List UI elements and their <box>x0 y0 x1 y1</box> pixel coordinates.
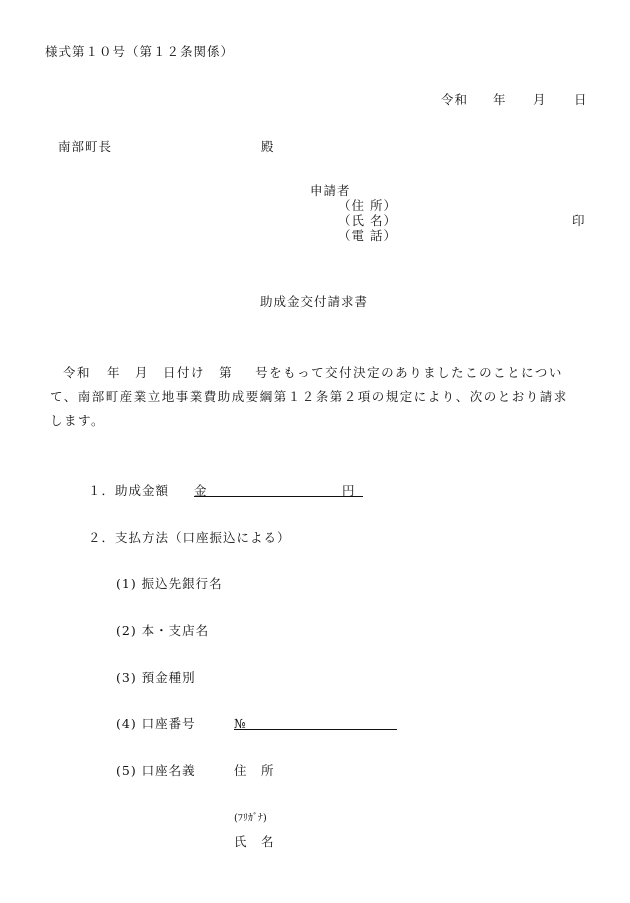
amount-suffix: 円 <box>342 483 356 498</box>
bank-name-label: (1) 振込先銀行名 <box>116 576 223 591</box>
body-year: 年 <box>107 365 122 380</box>
seal-mark: 印 <box>572 213 586 228</box>
deposit-type-label: (3) 預金種別 <box>116 670 196 685</box>
amount-label: １．助成金額 <box>88 483 170 498</box>
account-number-label: (4) 口座番号 <box>116 716 196 731</box>
body-main-text: 号をもって交付決定のありましたこのことについて、南部町産業立地事業費助成要綱第１２条第２項の規定により、次のとおり請求します。 <box>50 365 568 428</box>
body-date-suffix: 日付け <box>163 365 206 380</box>
addressee-name: 南部町長 <box>58 139 113 154</box>
applicant-phone-label: （電 話） <box>338 228 397 243</box>
applicant-heading: 申請者 <box>310 183 351 198</box>
payment-method-label: ２．支払方法（口座振込による） <box>88 530 291 545</box>
form-number: 様式第１０号（第１２条関係） <box>45 44 235 59</box>
amount-prefix: 金 <box>194 483 208 498</box>
account-number-underline <box>234 729 397 730</box>
date-month: 月 <box>533 92 547 107</box>
holder-furigana-label: (ﾌﾘｶﾞﾅ) <box>234 813 267 824</box>
document-title: 助成金交付請求書 <box>260 294 369 309</box>
account-number-prefix: № <box>234 716 247 731</box>
date-era: 令和 <box>441 92 469 107</box>
date-day: 日 <box>574 92 588 107</box>
body-number-prefix: 第 <box>219 365 234 380</box>
branch-name-label: (2) 本・支店名 <box>116 623 210 638</box>
holder-address-label: 住 所 <box>234 763 275 778</box>
body-month: 月 <box>135 365 150 380</box>
request-body <box>50 361 580 433</box>
applicant-address-label: （住 所） <box>338 198 397 213</box>
applicant-name-label: （氏 名） <box>338 213 397 228</box>
holder-name-label: 氏 名 <box>234 834 275 849</box>
account-holder-label: (5) 口座名義 <box>116 763 196 778</box>
date-year: 年 <box>493 92 507 107</box>
addressee-honorific: 殿 <box>261 139 275 154</box>
amount-underline <box>194 496 363 497</box>
body-era: 令和 <box>63 365 92 380</box>
